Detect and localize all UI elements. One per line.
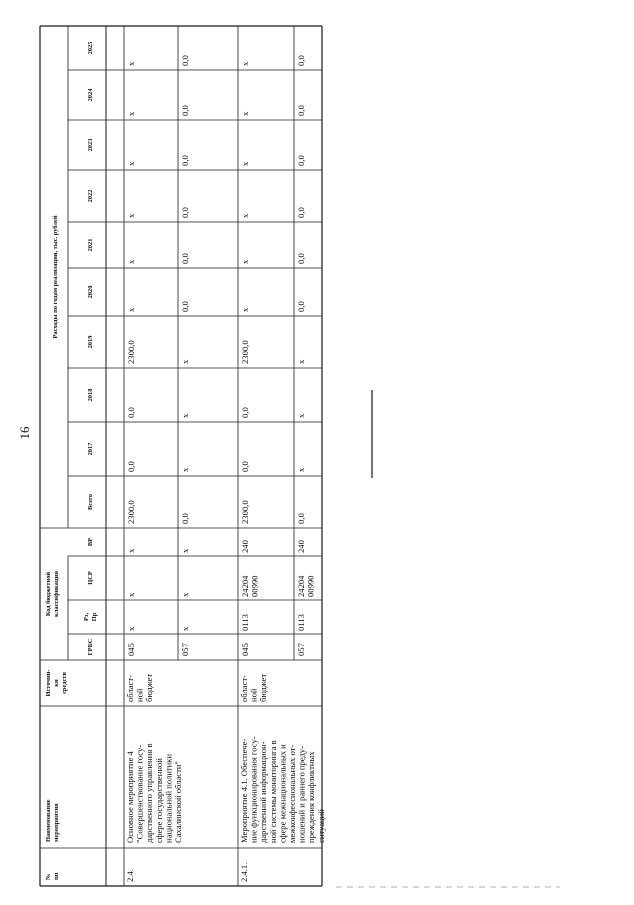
- expense-2024: 0,0: [296, 105, 306, 116]
- code-csr: 2420400990: [240, 575, 260, 597]
- header-grbs: ГРБС: [87, 638, 94, 656]
- expense-2024: х: [126, 111, 136, 116]
- row-name: Основное мероприятие 4"Совершенствование госу-дарственного управления всфере государственнойнациональной политикиСахалинской области": [125, 743, 183, 843]
- row-number: 2.4.: [125, 869, 135, 882]
- expense-2018: х: [180, 413, 190, 418]
- expense-2017: 0,0: [240, 461, 250, 472]
- expense-2025: х: [240, 61, 250, 66]
- expense-2025: 0,0: [180, 55, 190, 66]
- expense-2019: 2300,0: [240, 340, 250, 364]
- expense-total: 2300,0: [240, 500, 250, 524]
- code-vr: х: [126, 548, 136, 553]
- header-year-2020: 2020: [87, 285, 94, 299]
- code-rzpr: 0113: [240, 614, 250, 631]
- code-vr: х: [180, 548, 190, 553]
- expense-2017: х: [180, 467, 190, 472]
- header-year-2018: 2018: [87, 388, 94, 402]
- expense-total: 0,0: [296, 513, 306, 524]
- expense-2023: 0,0: [296, 155, 306, 166]
- row-source: област-нойбюджет: [239, 673, 269, 702]
- expense-2025: х: [126, 61, 136, 66]
- expense-2024: х: [240, 111, 250, 116]
- code-vr: 240: [296, 540, 306, 553]
- header-expenses-group: Расходы по годам реализации, тыс. рублей: [52, 215, 59, 339]
- header-year-2025: 2025: [87, 41, 94, 55]
- header-vr: ВР: [87, 537, 94, 547]
- header-name: Наименованиемероприятия: [45, 799, 60, 842]
- expense-2023: х: [126, 161, 136, 166]
- expense-2017: 0,0: [126, 461, 136, 472]
- code-grbs: 045: [126, 643, 136, 656]
- code-grbs: 057: [296, 643, 306, 656]
- header-rzpr: Рз,Пр: [83, 612, 98, 622]
- expense-2019: х: [180, 359, 190, 364]
- expense-2019: х: [296, 359, 306, 364]
- expense-2025: 0,0: [296, 55, 306, 66]
- expense-2022: 0,0: [180, 207, 190, 218]
- expense-2023: х: [240, 161, 250, 166]
- header-year-2017: 2017: [87, 442, 94, 456]
- header-year-2024: 2024: [87, 88, 94, 102]
- expense-2022: 0,0: [296, 207, 306, 218]
- expense-total: 2300,0: [126, 500, 136, 524]
- code-grbs: 045: [240, 643, 250, 656]
- code-rzpr: х: [180, 626, 190, 631]
- header-year-2021: 2021: [87, 238, 94, 252]
- code-rzpr: х: [126, 626, 136, 631]
- table-text: [45, 42, 326, 882]
- expense-2021: 0,0: [180, 253, 190, 264]
- code-csr: 2420400990: [296, 575, 316, 597]
- code-vr: 240: [240, 540, 250, 553]
- expense-2018: х: [296, 413, 306, 418]
- expense-2022: х: [126, 213, 136, 218]
- code-grbs: 057: [180, 643, 190, 656]
- expense-2020: 0,0: [180, 301, 190, 312]
- code-csr: х: [126, 592, 136, 597]
- expense-2022: х: [240, 213, 250, 218]
- expense-2021: х: [126, 259, 136, 264]
- header-code-group: Код бюджетнойклассификации: [45, 571, 60, 617]
- expense-2017: х: [296, 467, 306, 472]
- row-source: област-нойбюджет: [125, 673, 155, 702]
- expense-2018: 0,0: [240, 407, 250, 418]
- expense-total: 0,0: [180, 513, 190, 524]
- header-csr: ЦСР: [87, 571, 94, 585]
- page-number: 16: [17, 426, 32, 440]
- header-year-2023: 2023: [87, 138, 94, 152]
- expense-2024: 0,0: [180, 105, 190, 116]
- header-year-2022: 2022: [87, 189, 94, 203]
- row-number: 2.4.1.: [239, 862, 249, 882]
- row-name: Мероприятие 4.1. Обеспече-ние функционирования госу-дарственной информацион-ной системы мониторинга всфере межнациональных имежконфессиональных от-ношений и раннего преду-преждения конфликтныхситуаций: [239, 736, 326, 843]
- expense-2018: 0,0: [126, 407, 136, 418]
- expense-2020: 0,0: [296, 301, 306, 312]
- expense-2019: 2300,0: [126, 340, 136, 364]
- header-year-2019: 2019: [87, 335, 94, 349]
- code-csr: х: [180, 592, 190, 597]
- expense-2020: х: [240, 307, 250, 312]
- expense-2021: х: [240, 259, 250, 264]
- header-total: Всего: [87, 494, 94, 510]
- code-rzpr: 0113: [296, 614, 306, 631]
- expense-2023: 0,0: [180, 155, 190, 166]
- header-number: №пп: [45, 872, 60, 880]
- expense-2020: х: [126, 307, 136, 312]
- header-source: Источни-кисредств: [45, 669, 68, 697]
- expense-2021: 0,0: [296, 253, 306, 264]
